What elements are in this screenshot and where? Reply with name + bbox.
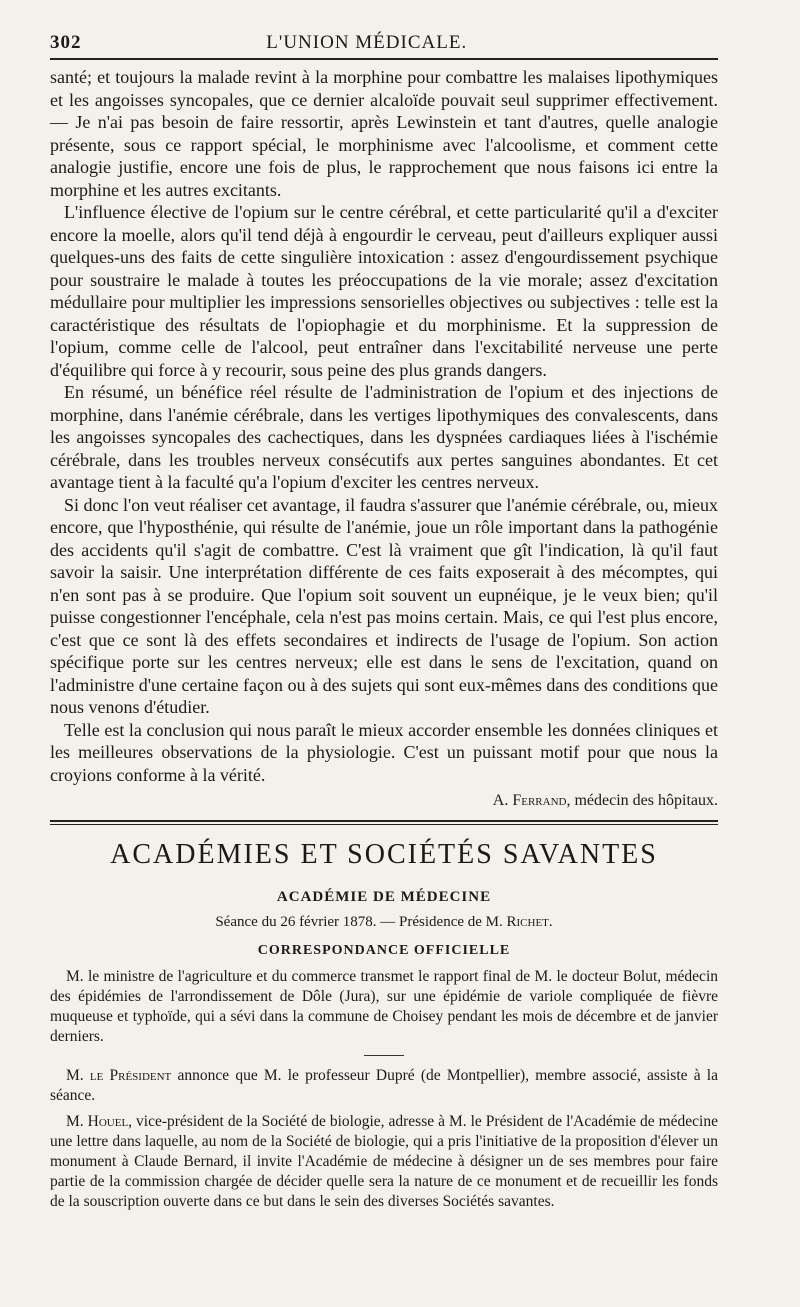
seance-line: [50, 914, 718, 931]
author-name: A. Ferrand: [492, 792, 567, 809]
article-paragraph: Telle est la conclusion qui nous paraît le mieux accorder ensemble les données cliniques et les meilleures observations de la physiologie. C'est un puissant motif pour que nous la croyions conforme à la vérité.: [50, 719, 718, 785]
president-name: Richet: [506, 914, 549, 930]
speaker-name: M. le Président: [66, 1067, 172, 1084]
article-paragraph: Si donc l'on veut réaliser cet avantage, il faudra s'assurer que l'anémie cérébrale, ou, mieux encore, que l'hyposthénie, qui résulte de l'anémie, joue un rôle important dans la pathogénie des accidents qu'il s'agit de combattre. C'est là vraiment que gît l'indication, là qu'il faut savoir la saisir. Une interprétation différente de ces faits exposerait à des mécomptes, qui n'en sont pas à se produire. Que l'opium soit souvent un eupnéique, je le veux bien; qu'il puisse congestionner l'encéphale, cela n'est pas moins certain. Mais, ce qui l'est plus encore, c'est que ce sont là des effets secondaires et indirects de l'usage de l'opium. Son action spécifique porte sur les centres nerveux; elle est dans le sens de l'excitation, quand on l'administre d'une certaine façon ou à des sujets qui sont eux-mêmes dans des conditions que nous venons d'étudier.: [50, 494, 718, 717]
correspondance-heading: CORRESPONDANCE OFFICIELLE: [257, 943, 511, 958]
section-divider: [50, 820, 718, 825]
minutes-text: , vice-président de la Société de biologie, adresse à M. le Président de l'Académie de médecine une lettre dans laquelle, au nom de la Société de biologie, qui a pris l'initiative de la proposition d'élever un monument à Claude Bernard, il invite l'Académie de médecine à désigner un de ses membres pour faire partie de la commission chargée de décider quelle sera la nature de ce monument et de recueillir les fonds de la souscription ouverte dans ce but dans le sein des diverses Sociétés savantes.: [50, 1113, 718, 1210]
author-role: , médecin des hôpitaux.: [566, 792, 718, 809]
seance-text: Séance du 26 février 1878. — Présidence de M.: [215, 914, 507, 930]
article-paragraph: L'influence élective de l'opium sur le centre cérébral, et cette particularité qu'il a d'exciter encore la moelle, alors qu'il tend déjà à engourdir le cerveau, peut d'ailleurs expliquer aussi quelques-uns des faits de cette singulière intoxication : assez d'engourdissement psychique pour soustraire le malade à toutes les préoccupations de la vie morale; assez d'excitation médullaire pour multiplier les impressions sensorielles objectives ou subjectives : telle est la caractéristique des résultats de l'opiophagie et du morphinisme. Et la suppression de l'opium, comme celle de l'alcool, peut entraîner dans l'excitabilité nerveuse une perte d'équilibre qui force à y recourir, sous peine des plus grands dangers.: [50, 202, 718, 380]
minutes-paragraph: [50, 1066, 718, 1106]
minutes-body: [50, 967, 718, 1212]
seance-end: .: [548, 914, 553, 930]
header-rule: [50, 58, 718, 60]
article-body: [50, 66, 718, 786]
article-signature: [50, 792, 718, 810]
short-rule: [364, 1055, 404, 1056]
article-paragraph: santé; et toujours la malade revint à la morphine pour combattre les malaises lipothymiques et les angoisses syncopales, que ce dernier alcaloïde pouvait seul supprimer effectivement. — Je n'ai pas besoin de faire ressortir, après Lewinstein et tant d'autres, quelle analogie présente, sous ce rapport spécial, le morphinisme avec l'alcoolisme, et comment cette analogie justifie, encore une fois de plus, le rapprochement que nous faisons ici entre la morphine et les autres excitants.: [50, 67, 718, 200]
minutes-paragraph: M. le ministre de l'agriculture et du commerce transmet le rapport final de M. le docteur Bolut, médecin des épidémies de l'arrondissement de Dôle (Jura), sur une épidémie de variole compliquée de fièvre muqueuse et typhoïde, qui a sévi dans la commune de Choisey pendant les mois de décembre et de janvier derniers.: [50, 968, 718, 1045]
speaker-name: M. Houel: [66, 1113, 129, 1130]
minutes-text: annonce que M. le professeur Dupré (de Montpellier), membre associé, assiste à la séance.: [50, 1067, 718, 1104]
section-title: ACADÉMIES ET SOCIÉTÉS SAVANTES: [110, 839, 658, 870]
page-header: [50, 32, 718, 54]
subsection-title: ACADÉMIE DE MÉDECINE: [276, 889, 492, 905]
article-paragraph: En résumé, un bénéfice réel résulte de l'administration de l'opium et des injections de morphine, dans l'anémie cérébrale, dans les vertiges lipothymiques des convalescents, dans les angoisses syncopales des cachectiques, dans les dyspnées cardiaques liées à l'ischémie cérébrale, dans les troubles nerveux consécutifs aux pertes sanguines abondantes. Et cet avantage tient à la faculté qu'a l'opium d'exciter les centres nerveux.: [50, 382, 718, 492]
page-number: 302: [50, 32, 82, 53]
minutes-paragraph: [50, 1112, 718, 1212]
running-title: L'UNION MÉDICALE.: [266, 32, 468, 53]
